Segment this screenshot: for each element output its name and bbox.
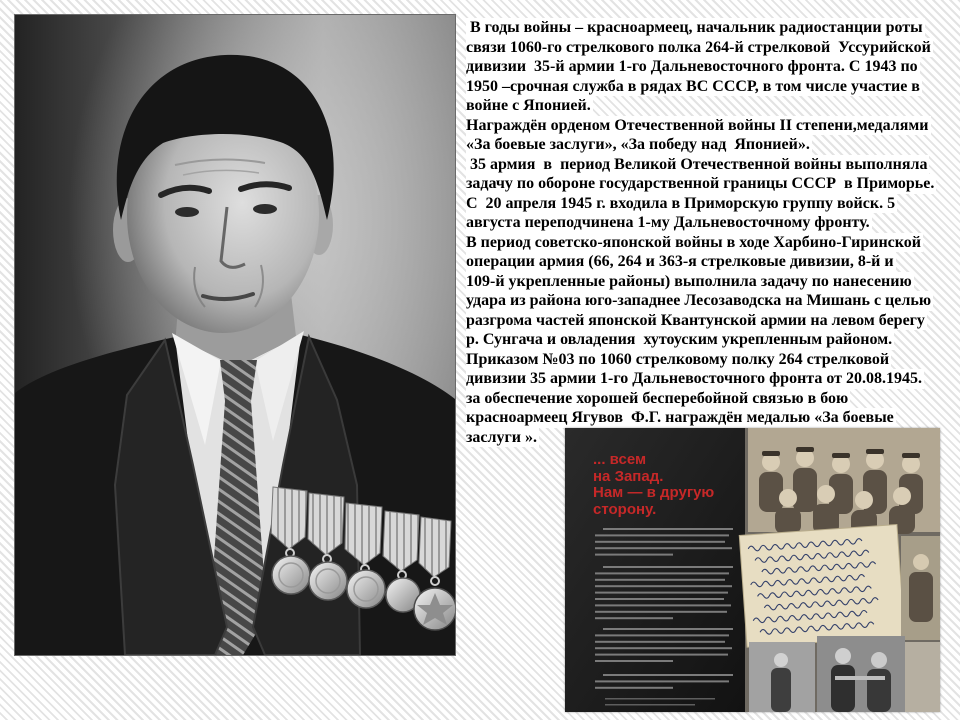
biography-line: В период советско-японской войны в ходе Харбино-Гиринской xyxy=(466,233,921,251)
biography-line: «За боевые заслуги», «За победу над Японией». xyxy=(466,136,810,153)
group-photo xyxy=(748,428,940,534)
book-text-line xyxy=(595,547,732,549)
biography-line: августа переподчинена 1-му Дальневосточному фронту. xyxy=(466,214,870,231)
biography-line: 1950 –срочная служба в рядах ВС СССР, в том числе участие в xyxy=(466,77,920,95)
book-text-line xyxy=(595,647,732,649)
veteran-portrait-photo xyxy=(15,15,455,655)
book-text-line xyxy=(595,592,728,594)
book-headline-line: сторону. xyxy=(593,500,657,518)
biography-line: задачу по обороне государственной границы СССР в Приморье. xyxy=(466,175,935,192)
biography-line: 35 армия в период Великой Отечественной войны выполняла xyxy=(466,155,928,173)
book-text-line xyxy=(595,641,725,643)
book-text-line xyxy=(595,660,673,662)
book-text-line xyxy=(595,598,724,600)
book-text-line xyxy=(603,674,733,676)
book-headline-line: на Запад. xyxy=(593,467,664,485)
tie-knot xyxy=(220,360,257,401)
biography-line: Приказом №03 по 1060 стрелковому полку 264 стрелковой xyxy=(466,350,890,368)
biography-text xyxy=(466,18,936,447)
biography-line: дивизии 35 армии 1-го Дальневосточного фронта от 20.08.1945. xyxy=(466,370,922,387)
biography-line: войне с Японией. xyxy=(466,97,591,114)
book-page-photo xyxy=(565,428,940,712)
biography-line: удара из района юго-западнее Лесозаводска на Мишань с целью xyxy=(466,292,932,309)
biography-line: связи 1060-го стрелкового полка 264-й стрелковой Уссурийской xyxy=(466,38,931,56)
book-text-line xyxy=(595,604,731,606)
photo-fragment xyxy=(905,642,940,712)
biography-line: красноармеец Ягувов Ф.Г. награждён медалью «За боевые xyxy=(466,409,894,426)
book-text-line xyxy=(595,611,727,613)
portrait-illustration xyxy=(15,15,455,655)
biography-line: 109-й укрепленные районы) выполнила задачу по нанесению xyxy=(466,272,912,290)
biography-line: дивизии 35-й армии 1-го Дальневосточного фронта. С 1943 по xyxy=(466,58,918,75)
biography-line: заслуги ». xyxy=(466,428,537,446)
soldier-photo xyxy=(749,642,815,712)
book-caption-line xyxy=(605,704,695,706)
seated-soldiers-photo xyxy=(817,636,905,712)
biography-line: Награждён орденом Отечественной войны II степени,медалями xyxy=(466,116,929,134)
handwritten-note xyxy=(739,524,904,647)
book-text-line xyxy=(595,579,725,581)
book-text-line xyxy=(595,680,729,682)
book-text-line xyxy=(595,585,732,587)
book-text-line xyxy=(595,654,728,656)
book-text-line xyxy=(603,566,733,568)
book-text-line xyxy=(595,634,729,636)
book-headline-line: ... всем xyxy=(593,451,647,468)
biography-line: за обеспечение хорошей бесперебойной связью в бою xyxy=(466,389,849,407)
book-text-line xyxy=(603,528,733,530)
book-caption-line xyxy=(605,698,715,700)
book-text-line xyxy=(595,687,673,689)
biography-line: р. Сунгача и овладения хутоуским укрепленным районом. xyxy=(466,331,893,348)
book-text-line xyxy=(595,534,729,536)
book-text-line xyxy=(595,572,729,574)
book-text-line xyxy=(603,628,733,630)
side-photo xyxy=(901,536,940,640)
biography-line: В годы войны – красноармеец, начальник радиостанции роты xyxy=(466,19,923,36)
biography-line: разгрома частей японской Квантунской армии на левом берегу xyxy=(466,311,925,329)
book-text-line xyxy=(595,554,673,556)
biography-line: операции армия (66, 264 и 363-я стрелковые дивизии, 8-й и xyxy=(466,253,894,270)
biography-line: С 20 апреля 1945 г. входила в Приморскую группу войск. 5 xyxy=(466,194,896,212)
book-text-line xyxy=(595,541,725,543)
book-headline xyxy=(593,452,714,518)
book-headline-line: Нам — в другую xyxy=(593,484,715,501)
book-text-line xyxy=(595,617,673,619)
